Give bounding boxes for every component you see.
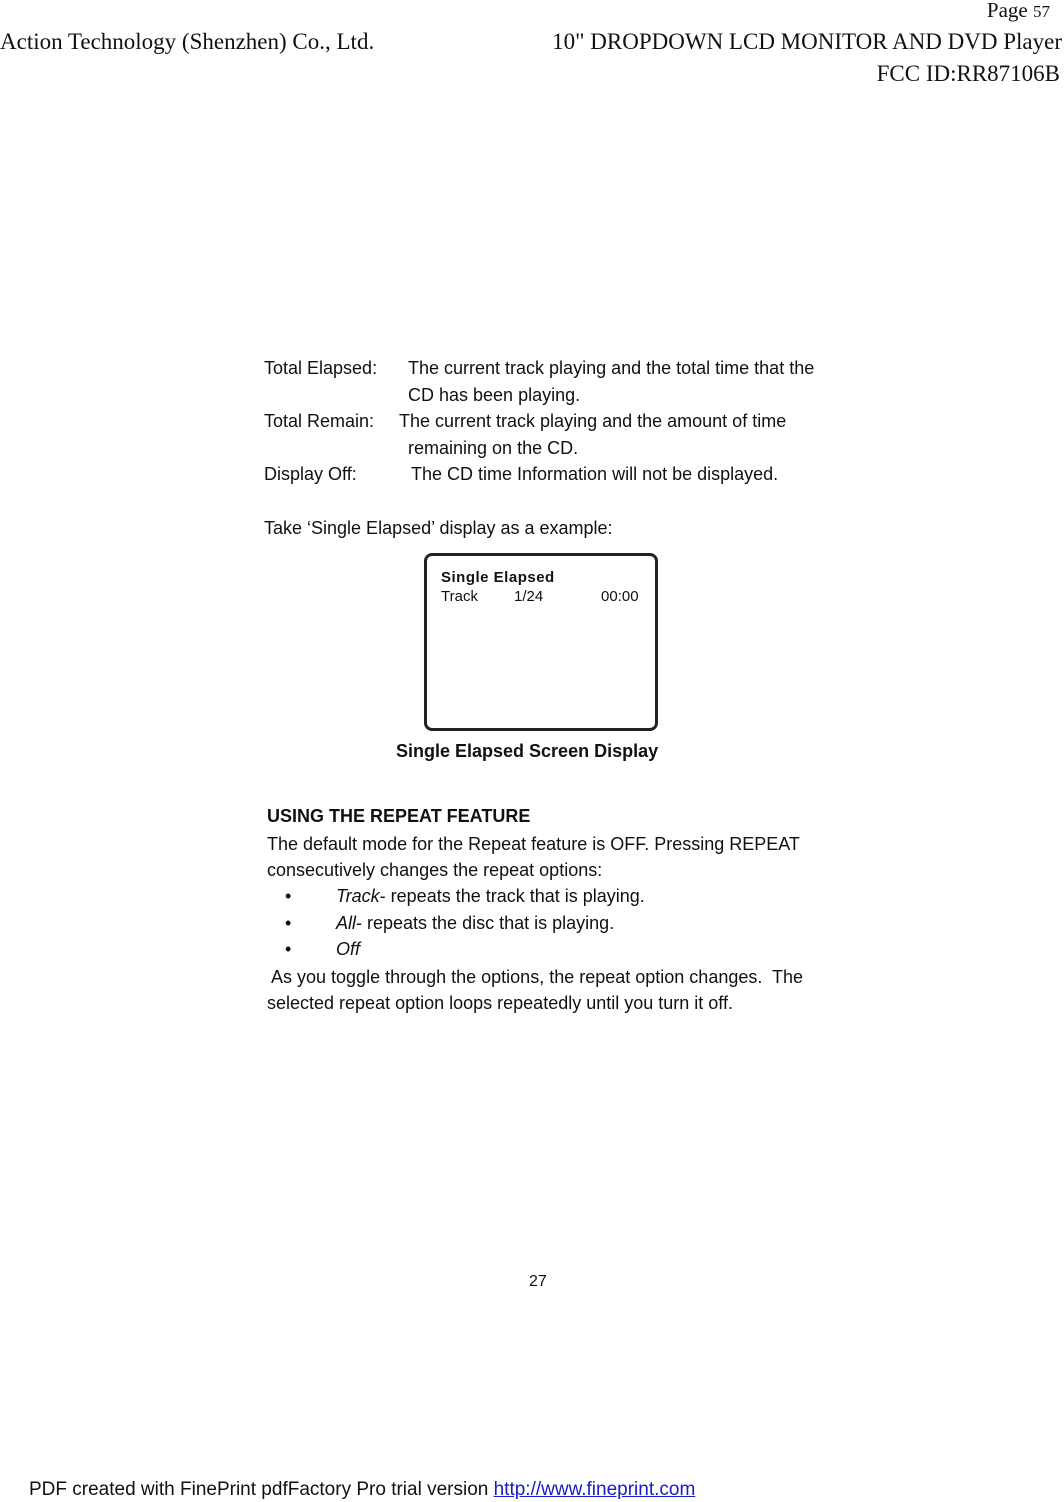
- product-title: 10" DROPDOWN LCD MONITOR AND DVD Player: [552, 29, 1062, 54]
- osd-screen-illustration: [424, 553, 658, 731]
- paragraph-line: The default mode for the Repeat feature is OFF. Pressing REPEAT: [267, 834, 800, 854]
- list-item: [336, 912, 614, 934]
- repeat-option-name: Off: [336, 939, 361, 959]
- list-item: [336, 885, 645, 907]
- osd-time: 00:00: [601, 588, 639, 605]
- display-mode-term: Display Off:: [264, 464, 357, 484]
- osd-track-label: Track: [441, 588, 478, 605]
- display-mode-display-off: [264, 463, 779, 485]
- page-number: [987, 0, 1050, 24]
- page-number-value: 57: [1033, 2, 1050, 21]
- display-mode-total-remain: [264, 410, 787, 432]
- section-heading: USING THE REPEAT FEATURE: [267, 806, 531, 826]
- osd-track-value: 1/24: [514, 588, 544, 605]
- osd-title: Single Elapsed: [441, 569, 555, 586]
- example-intro: Take ‘Single Elapsed’ display as a example:: [264, 518, 613, 538]
- fineprint-link[interactable]: http://www.fineprint.com: [493, 1479, 696, 1500]
- paragraph-line: selected repeat option loops repeatedly until you turn it off.: [267, 993, 733, 1013]
- paragraph-line: As you toggle through the options, the repeat option changes. The: [267, 967, 804, 987]
- display-mode-desc: The current track playing and the amount of time: [399, 411, 787, 431]
- display-mode-term: Total Remain:: [264, 411, 375, 431]
- manual-page-number: 27: [529, 1273, 547, 1290]
- pdf-footer-text: PDF created with FinePrint pdfFactory Pro trial version: [29, 1479, 494, 1500]
- display-mode-desc: The CD time Information will not be displayed.: [411, 464, 779, 484]
- figure-caption: Single Elapsed Screen Display: [396, 741, 659, 761]
- fcc-id: FCC ID:RR87106B: [876, 61, 1060, 86]
- list-bullet: •: [285, 913, 292, 933]
- repeat-option-name: Track: [336, 886, 380, 906]
- display-mode-term: Total Elapsed:: [264, 358, 378, 378]
- list-item: [336, 938, 360, 960]
- paragraph-line: consecutively changes the repeat options:: [267, 860, 603, 880]
- display-mode-desc-cont: remaining on the CD.: [408, 438, 579, 458]
- repeat-option-name: All: [336, 913, 357, 933]
- list-bullet: •: [285, 939, 292, 959]
- pdf-creator-footer: [29, 1478, 695, 1502]
- repeat-option-desc: - repeats the disc that is playing.: [356, 913, 615, 933]
- display-mode-desc-cont: CD has been playing.: [408, 385, 581, 405]
- repeat-option-desc: - repeats the track that is playing.: [379, 886, 645, 906]
- display-mode-desc: The current track playing and the total time that the: [408, 358, 815, 378]
- display-mode-total-elapsed: [264, 357, 815, 379]
- company-name: Action Technology (Shenzhen) Co., Ltd.: [0, 29, 375, 54]
- page-label: Page: [986, 0, 1028, 22]
- list-bullet: •: [285, 886, 292, 906]
